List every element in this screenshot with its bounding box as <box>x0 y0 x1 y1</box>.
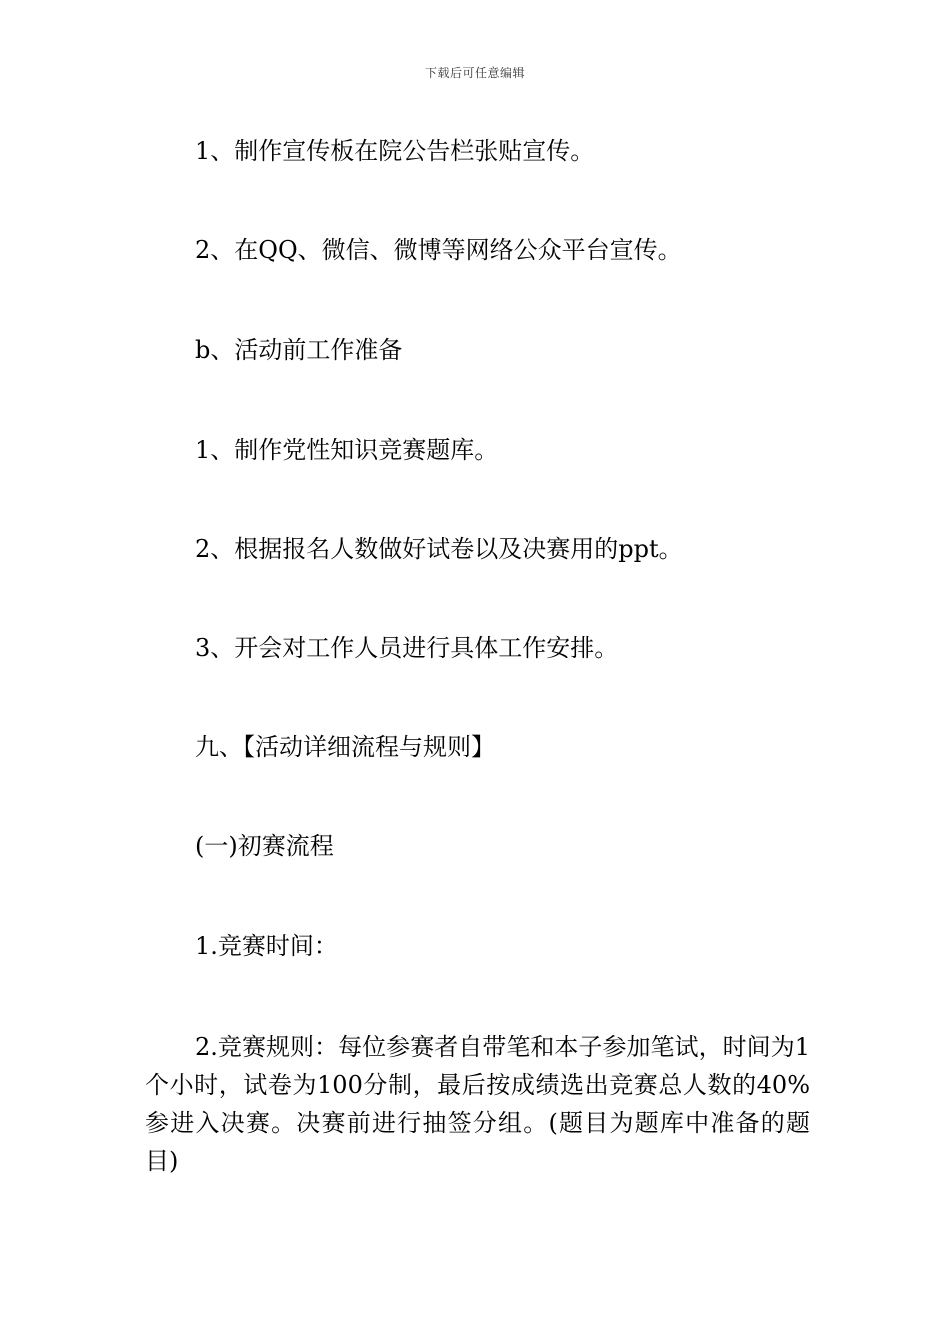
paragraph-competition-time: 1.竞赛时间： <box>195 932 338 960</box>
paragraph-staff-meeting: 3、开会对工作人员进行具体工作安排。 <box>195 634 619 662</box>
paragraph-test-papers: 2、根据报名人数做好试卷以及决赛用的ppt。 <box>195 535 683 563</box>
paragraph-promo-board: 1、制作宣传板在院公告栏张贴宣传。 <box>195 137 595 165</box>
paragraph-competition-rules: 2.竞赛规则：每位参赛者自带笔和本子参加笔试，时间为1个小时，试卷为100分制，最后按成绩选出竞赛总人数的40%参进入决赛。决赛前进行抽签分组。(题目为题库中准备的题目) <box>145 1033 810 1175</box>
page-header: 下载后可任意编辑 <box>424 66 525 80</box>
paragraph-question-bank: 1、制作党性知识竞赛题库。 <box>195 436 499 464</box>
paragraph-online-promo: 2、在QQ、微信、微博等网络公众平台宣传。 <box>195 236 682 264</box>
section-heading-rules: 九、【活动详细流程与规则】 <box>195 733 495 761</box>
paragraph-preparation-heading: b、活动前工作准备 <box>195 336 403 364</box>
subsection-heading-preliminary: (一)初赛流程 <box>195 832 334 860</box>
